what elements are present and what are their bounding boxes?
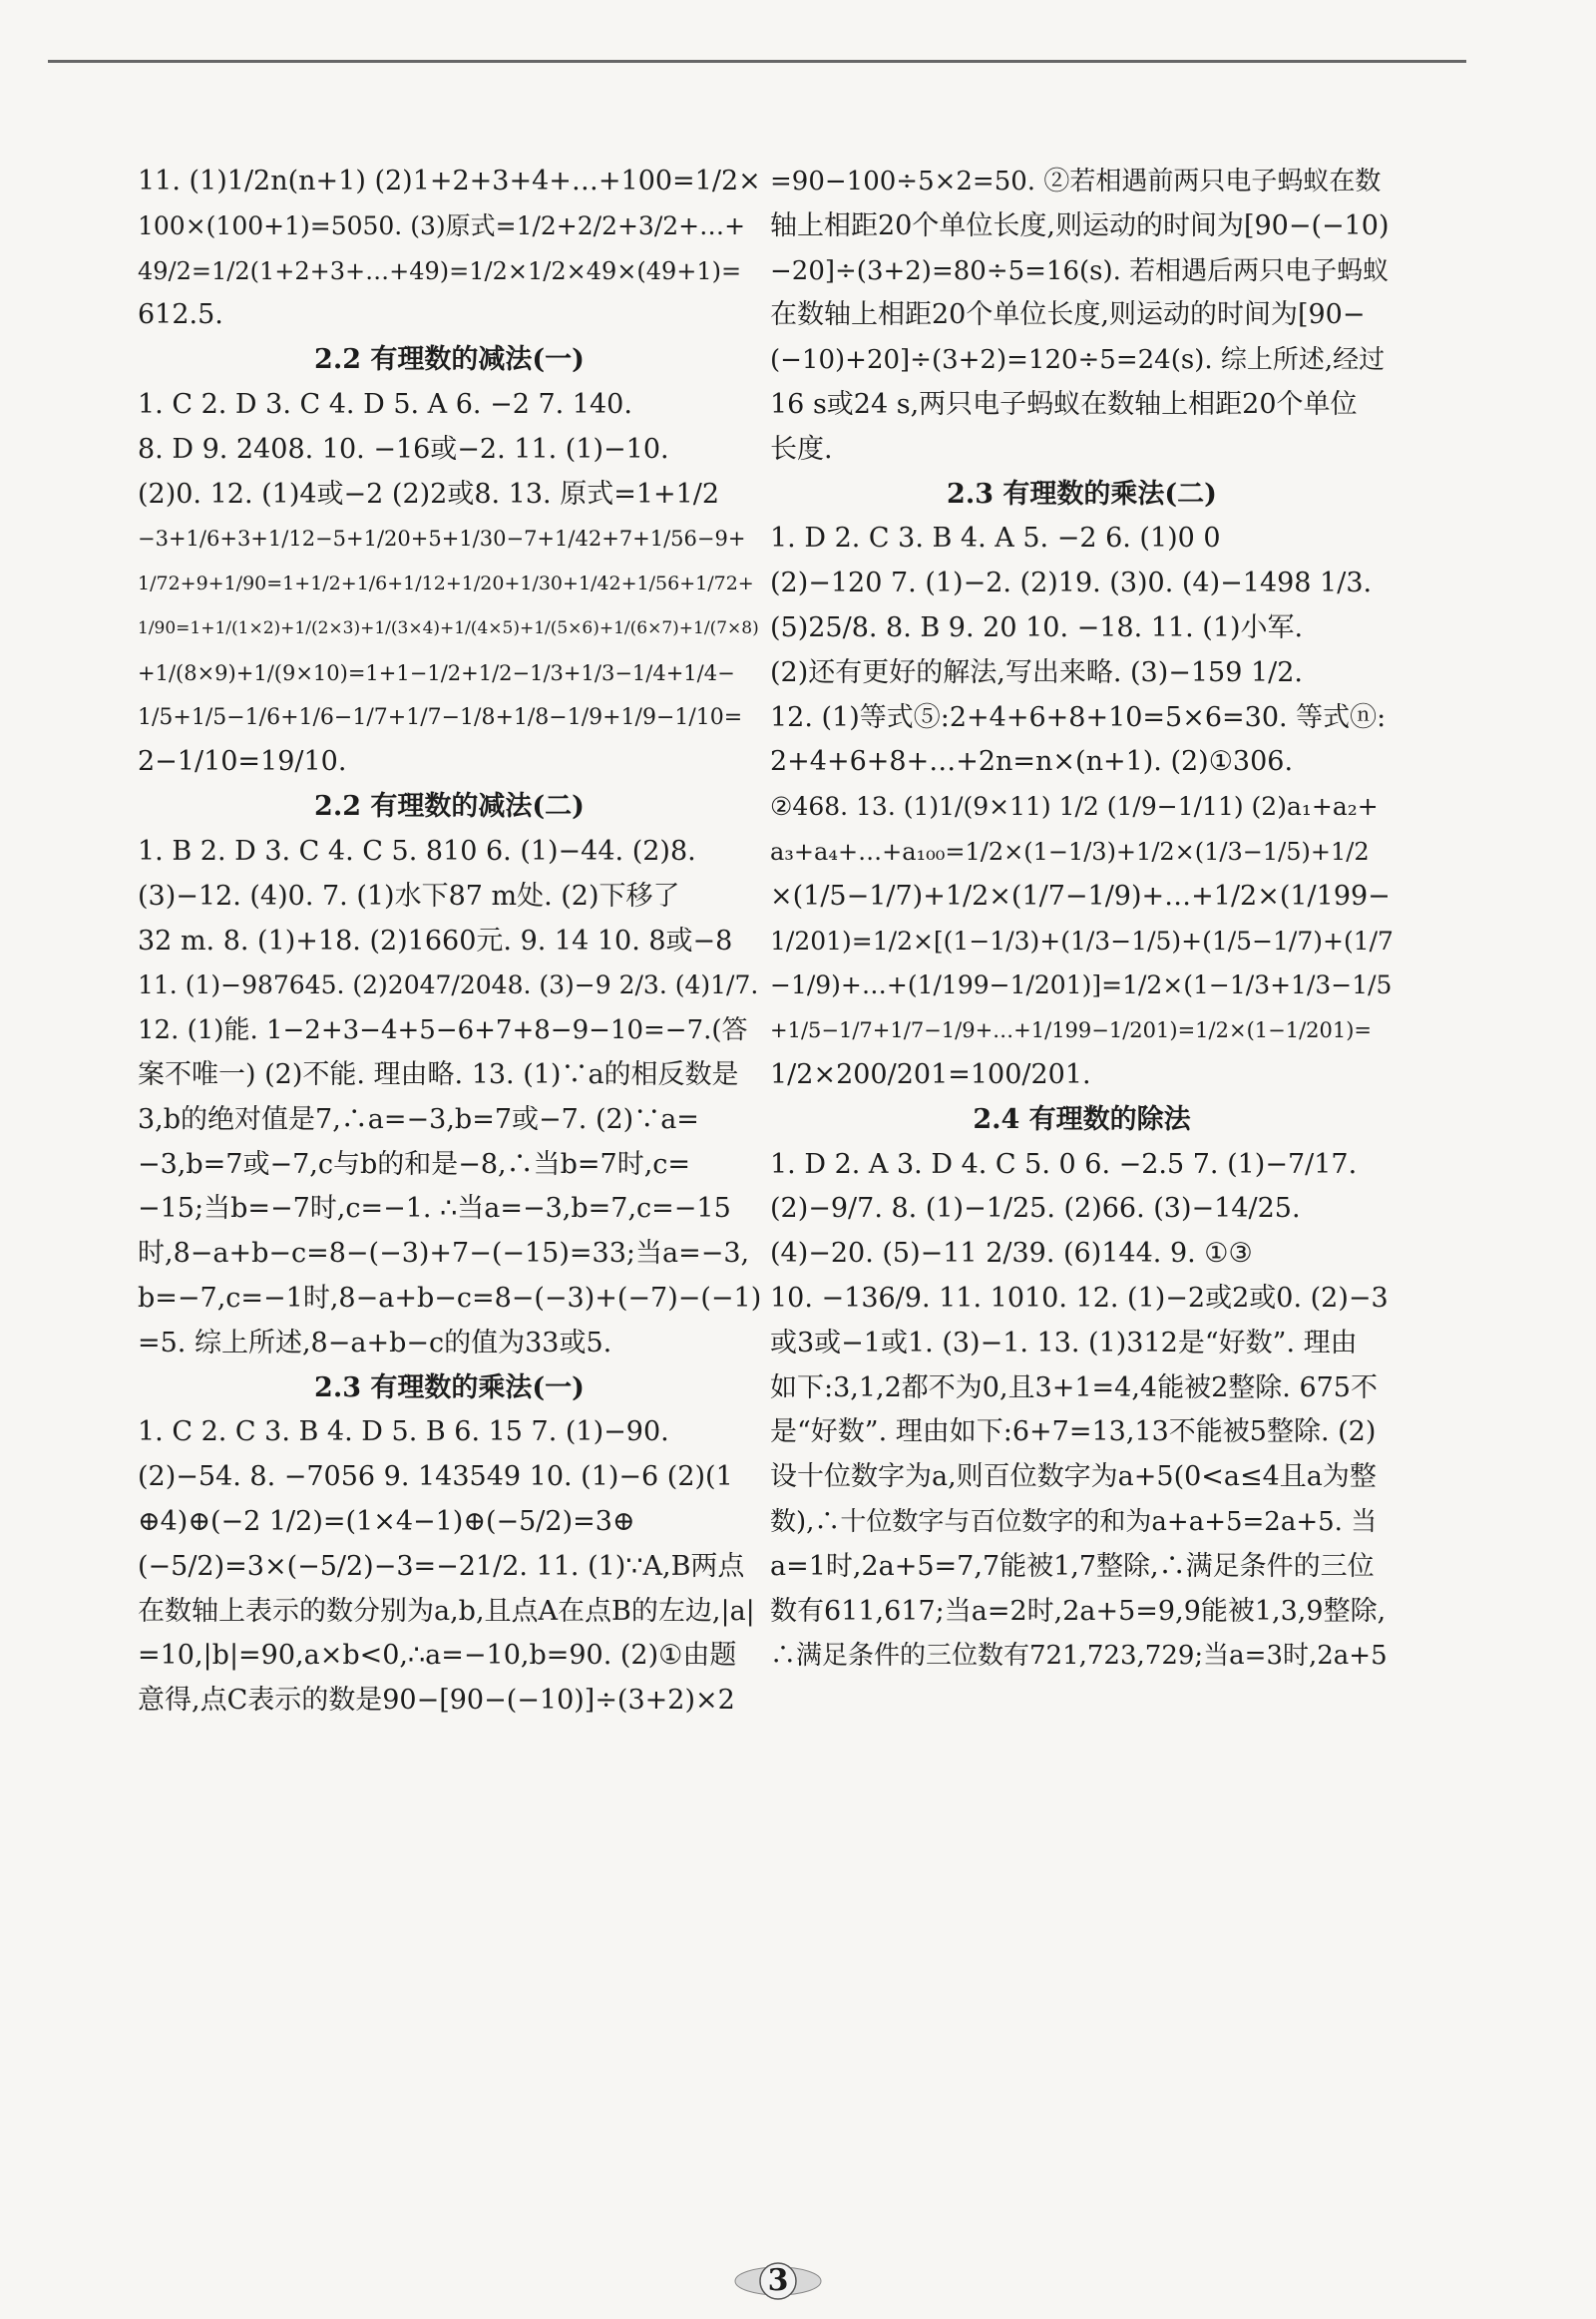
left-line: 612.5. xyxy=(138,299,223,331)
left-column xyxy=(138,160,761,1724)
left-line: (3)−12. (4)0. 7. (1)水下87 m处. (2)下移了 xyxy=(138,880,680,912)
left-line: −3+1/6+3+1/12−5+1/20+5+1/30−7+1/42+7+1/56−9+ xyxy=(138,527,746,552)
left-line: (2)−54. 8. −7056 9. 143549 10. (1)−6 (2)(1 xyxy=(138,1461,733,1493)
right-line: 1/2×200/201=100/201. xyxy=(770,1058,1091,1090)
left-line: 1. B 2. D 3. C 4. C 5. 810 6. (1)−44. (2)8. xyxy=(138,835,696,867)
right-line: a=1时,2a+5=7,7能被1,7整除,∴满足条件的三位 xyxy=(770,1550,1375,1582)
right-section-heading: 2.3 有理数的乘法(二) xyxy=(947,478,1217,510)
right-line: −20]÷(3+2)=80÷5=16(s). 若相遇后两只电子蚂蚁 xyxy=(770,255,1390,286)
right-line: 或3或−1或1. (3)−1. 13. (1)312是“好数”. 理由 xyxy=(770,1327,1358,1358)
left-line: =10,|b|=90,a×b<0,∴a=−10,b=90. (2)①由题 xyxy=(138,1640,737,1672)
left-line: 1/90=1+1/(1×2)+1/(2×3)+1/(3×4)+1/(4×5)+1/(5×6)+1/(6×7)+1/(7×8) xyxy=(138,617,759,638)
right-line: 轴上相距20个单位长度,则运动的时间为[90−(−10) xyxy=(770,209,1390,241)
right-line: 在数轴上相距20个单位长度,则运动的时间为[90− xyxy=(770,299,1366,331)
left-line: −3,b=7或−7,c与b的和是−8,∴当b=7时,c= xyxy=(138,1148,691,1180)
left-line: b=−7,c=−1时,8−a+b−c=8−(−3)+(−7)−(−1) xyxy=(138,1282,762,1314)
left-section-heading: 2.2 有理数的减法(二) xyxy=(314,791,585,823)
right-line: (4)−20. (5)−11 2/39. (6)144. 9. ①③ xyxy=(770,1238,1253,1270)
left-line: 32 m. 8. (1)+18. (2)1660元. 9. 14 10. 8或−8 xyxy=(138,925,733,957)
right-line: 16 s或24 s,两只电子蚂蚁在数轴上相距20个单位 xyxy=(770,388,1358,420)
right-line: ∴满足条件的三位数有721,723,729;当a=3时,2a+5 xyxy=(770,1641,1388,1672)
right-line: +1/5−1/7+1/7−1/9+…+1/199−1/201)=1/2×(1−1/201)= xyxy=(770,1018,1373,1043)
right-line: 是“好数”. 理由如下:6+7=13,13不能被5整除. (2) xyxy=(770,1416,1377,1448)
left-line: 1/72+9+1/90=1+1/2+1/6+1/12+1/20+1/30+1/42+1/56+1/72+ xyxy=(138,573,754,595)
right-line: (−10)+20]÷(3+2)=120÷5=24(s). 综上所述,经过 xyxy=(770,345,1386,376)
right-line: 设十位数字为a,则百位数字为a+5(0<a≤4且a为整 xyxy=(770,1461,1377,1493)
right-line: 长度. xyxy=(770,433,833,465)
right-line: −1/9)+…+(1/199−1/201)]=1/2×(1−1/3+1/3−1/5 xyxy=(770,970,1393,1000)
left-line: 案不唯一) (2)不能. 理由略. 13. (1)∵a的相反数是 xyxy=(138,1058,739,1090)
left-line: 100×(100+1)=5050. (3)原式=1/2+2/2+3/2+…+ xyxy=(138,210,746,240)
left-section-heading: 2.3 有理数的乘法(一) xyxy=(314,1371,585,1403)
page-number: 3 xyxy=(767,2263,789,2298)
left-line: 12. (1)能. 1−2+3−4+5−6+7+8−9−10=−7.(答 xyxy=(138,1015,748,1046)
left-line: 8. D 9. 2408. 10. −16或−2. 11. (1)−10. xyxy=(138,433,669,465)
left-line: ⊕4)⊕(−2 1/2)=(1×4−1)⊕(−5/2)=3⊕ xyxy=(138,1505,635,1537)
page-number-badge xyxy=(733,2256,823,2306)
right-line: 如下:3,1,2都不为0,且3+1=4,4能被2整除. 675不 xyxy=(770,1371,1378,1403)
left-line: (2)0. 12. (1)4或−2 (2)2或8. 13. 原式=1+1/2 xyxy=(138,478,720,510)
right-line: =90−100÷5×2=50. ②若相遇前两只电子蚂蚁在数 xyxy=(770,167,1382,196)
right-line: 10. −136/9. 11. 1010. 12. (1)−2或2或0. (2)−3 xyxy=(770,1282,1389,1314)
left-line: 1. C 2. D 3. C 4. D 5. A 6. −2 7. 140. xyxy=(138,388,632,420)
right-line: (2)还有更好的解法,写出来略. (3)−159 1/2. xyxy=(770,656,1304,688)
left-line: 在数轴上表示的数分别为a,b,且点A在点B的左边,|a| xyxy=(138,1595,755,1627)
top-rule xyxy=(48,60,1466,63)
right-line: ②468. 13. (1)1/(9×11) 1/2 (1/9−1/11) (2)a₁+a₂+ xyxy=(770,792,1379,822)
right-line: 1. D 2. A 3. D 4. C 5. 0 6. −2.5 7. (1)−7/17. xyxy=(770,1148,1358,1180)
left-line: 3,b的绝对值是7,∴a=−3,b=7或−7. (2)∵a= xyxy=(138,1103,699,1135)
right-line: 2+4+6+8+…+2n=n×(n+1). (2)①306. xyxy=(770,746,1294,778)
right-line: ×(1/5−1/7)+1/2×(1/7−1/9)+…+1/2×(1/199− xyxy=(770,880,1391,912)
right-section-heading: 2.4 有理数的除法 xyxy=(973,1103,1191,1135)
left-line: 11. (1)−987645. (2)2047/2048. (3)−9 2/3. (4)1/7. xyxy=(138,970,759,1000)
right-column xyxy=(770,160,1394,1679)
right-line: (5)25/8. 8. B 9. 20 10. −18. 11. (1)小军. xyxy=(770,611,1304,643)
left-line: =5. 综上所述,8−a+b−c的值为33或5. xyxy=(138,1327,612,1358)
right-line: (2)−9/7. 8. (1)−1/25. (2)66. (3)−14/25. xyxy=(770,1193,1301,1225)
left-line: 49/2=1/2(1+2+3+…+49)=1/2×1/2×49×(49+1)= xyxy=(138,256,742,285)
left-line: 意得,点C表示的数是90−[90−(−10)]÷(3+2)×2 xyxy=(138,1685,735,1717)
right-line: a₃+a₄+…+a₁₀₀=1/2×(1−1/3)+1/2×(1/3−1/5)+1/2 xyxy=(770,837,1370,866)
left-section-heading: 2.2 有理数的减法(一) xyxy=(314,344,585,376)
left-line: 时,8−a+b−c=8−(−3)+7−(−15)=33;当a=−3, xyxy=(138,1238,750,1270)
right-line: 1/201)=1/2×[(1−1/3)+(1/3−1/5)+(1/5−1/7)+(1/7 xyxy=(770,926,1394,956)
right-line: 12. (1)等式⑤:2+4+6+8+10=5×6=30. 等式ⓝ: xyxy=(770,701,1387,733)
left-line: 11. (1)1/2n(n+1) (2)1+2+3+4+…+100=1/2× xyxy=(138,166,761,196)
right-line: 1. D 2. C 3. B 4. A 5. −2 6. (1)0 0 xyxy=(770,523,1221,555)
right-line: 数),∴十位数字与百位数字的和为a+a+5=2a+5. 当 xyxy=(770,1506,1378,1537)
left-line: 1. C 2. C 3. B 4. D 5. B 6. 15 7. (1)−90. xyxy=(138,1416,669,1448)
right-line: 数有611,617;当a=2时,2a+5=9,9能被1,3,9整除, xyxy=(770,1595,1387,1627)
left-line: 2−1/10=19/10. xyxy=(138,746,347,778)
left-line: (−5/2)=3×(−5/2)−3=−21/2. 11. (1)∵A,B两点 xyxy=(138,1550,745,1582)
left-line: +1/(8×9)+1/(9×10)=1+1−1/2+1/2−1/3+1/3−1/4+1/4− xyxy=(138,660,735,685)
left-line: −15;当b=−7时,c=−1. ∴当a=−3,b=7,c=−15 xyxy=(138,1193,731,1225)
right-line: (2)−120 7. (1)−2. (2)19. (3)0. (4)−1498 1/3. xyxy=(770,568,1373,599)
left-line: 1/5+1/5−1/6+1/6−1/7+1/7−1/8+1/8−1/9+1/9−1/10= xyxy=(138,704,743,730)
